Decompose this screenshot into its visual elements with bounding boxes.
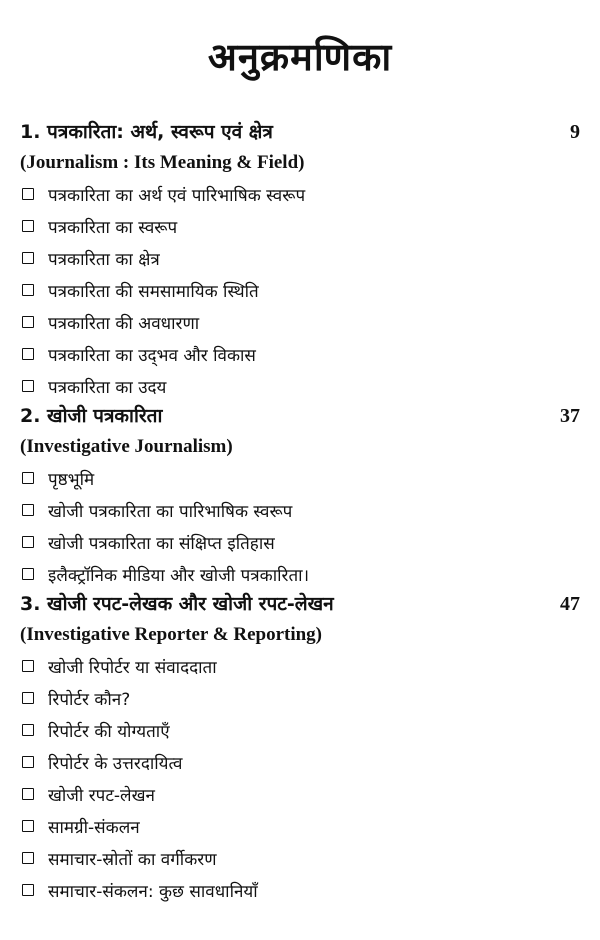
- chapter-title: 1. पत्रकारिता: अर्थ, स्वरूप एवं क्षेत्र: [20, 121, 273, 143]
- chapter-heading-row: [20, 118, 580, 148]
- list-item: [20, 682, 580, 714]
- checkbox-icon: [22, 692, 34, 704]
- list-item-label: पत्रकारिता का क्षेत्र: [48, 249, 160, 270]
- checkbox-icon: [22, 852, 34, 864]
- list-item: [20, 714, 580, 746]
- list-item: [20, 810, 580, 842]
- list-item: [20, 746, 580, 778]
- checkbox-icon: [22, 536, 34, 548]
- chapter-3: [20, 590, 580, 906]
- list-item: [20, 842, 580, 874]
- list-item: [20, 494, 580, 526]
- list-item-label: पत्रकारिता का अर्थ एवं पारिभाषिक स्वरूप: [48, 185, 306, 206]
- list-item-label: खोजी पत्रकारिता का पारिभाषिक स्वरूप: [48, 501, 293, 522]
- checkbox-icon: [22, 252, 34, 264]
- checkbox-icon: [22, 724, 34, 736]
- list-item: [20, 274, 580, 306]
- checkbox-icon: [22, 316, 34, 328]
- list-item-label: रिपोर्टर की योग्यताएँ: [48, 721, 170, 742]
- chapter-english-title: (Journalism : Its Meaning & Field): [20, 152, 305, 173]
- list-item-label: रिपोर्टर कौन?: [48, 689, 131, 710]
- list-item: [20, 650, 580, 682]
- list-item-label: पृष्ठभूमि: [48, 469, 95, 490]
- checkbox-icon: [22, 504, 34, 516]
- checkbox-icon: [22, 660, 34, 672]
- chapter-page-number: 47: [560, 593, 580, 615]
- list-item: [20, 526, 580, 558]
- list-item-label: रिपोर्टर के उत्तरदायित्व: [48, 753, 183, 774]
- list-item: [20, 874, 580, 906]
- checkbox-icon: [22, 820, 34, 832]
- chapter-title: 3. खोजी रपट-लेखक और खोजी रपट-लेखन: [20, 593, 334, 615]
- list-item-label: पत्रकारिता का उदय: [48, 377, 167, 398]
- list-item: [20, 558, 580, 590]
- chapter-2: [20, 402, 580, 590]
- list-item: [20, 462, 580, 494]
- list-item: [20, 778, 580, 810]
- checkbox-icon: [22, 472, 34, 484]
- list-item-label: पत्रकारिता की अवधारणा: [48, 313, 200, 334]
- checkbox-icon: [22, 756, 34, 768]
- list-item-label: समाचार-स्रोतों का वर्गीकरण: [48, 849, 217, 870]
- chapter-english-title: (Investigative Reporter & Reporting): [20, 624, 322, 645]
- checkbox-icon: [22, 788, 34, 800]
- list-item: [20, 242, 580, 274]
- list-item-label: पत्रकारिता का स्वरूप: [48, 217, 178, 238]
- list-item-label: खोजी रपट-लेखन: [48, 785, 155, 806]
- list-item: [20, 338, 580, 370]
- list-item: [20, 370, 580, 402]
- chapter-english-title: (Investigative Journalism): [20, 436, 233, 457]
- chapter-page-number: 37: [560, 405, 580, 427]
- list-item-label: सामग्री-संकलन: [48, 817, 140, 838]
- checkbox-icon: [22, 884, 34, 896]
- list-item-label: इलैक्ट्रॉनिक मीडिया और खोजी पत्रकारिता।: [48, 565, 310, 586]
- checkbox-icon: [22, 348, 34, 360]
- chapter-page-number: 9: [570, 121, 580, 143]
- table-of-contents: [20, 118, 580, 906]
- checkbox-icon: [22, 220, 34, 232]
- list-item-label: खोजी रिपोर्टर या संवाददाता: [48, 657, 217, 678]
- list-item-label: पत्रकारिता की समसामायिक स्थिति: [48, 281, 259, 302]
- checkbox-icon: [22, 380, 34, 392]
- chapter-title: 2. खोजी पत्रकारिता: [20, 405, 163, 427]
- checkbox-icon: [22, 284, 34, 296]
- page-title: अनुक्रमणिका: [207, 35, 393, 79]
- chapter-1: [20, 118, 580, 402]
- list-item: [20, 178, 580, 210]
- chapter-heading-row: [20, 590, 580, 620]
- list-item-label: खोजी पत्रकारिता का संक्षिप्त इतिहास: [48, 533, 275, 554]
- list-item-label: पत्रकारिता का उद्‌भव और विकास: [48, 345, 256, 366]
- checkbox-icon: [22, 568, 34, 580]
- list-item: [20, 210, 580, 242]
- chapter-heading-row: [20, 402, 580, 432]
- list-item-label: समाचार-संकलन: कुछ सावधानियाँ: [48, 881, 258, 902]
- list-item: [20, 306, 580, 338]
- checkbox-icon: [22, 188, 34, 200]
